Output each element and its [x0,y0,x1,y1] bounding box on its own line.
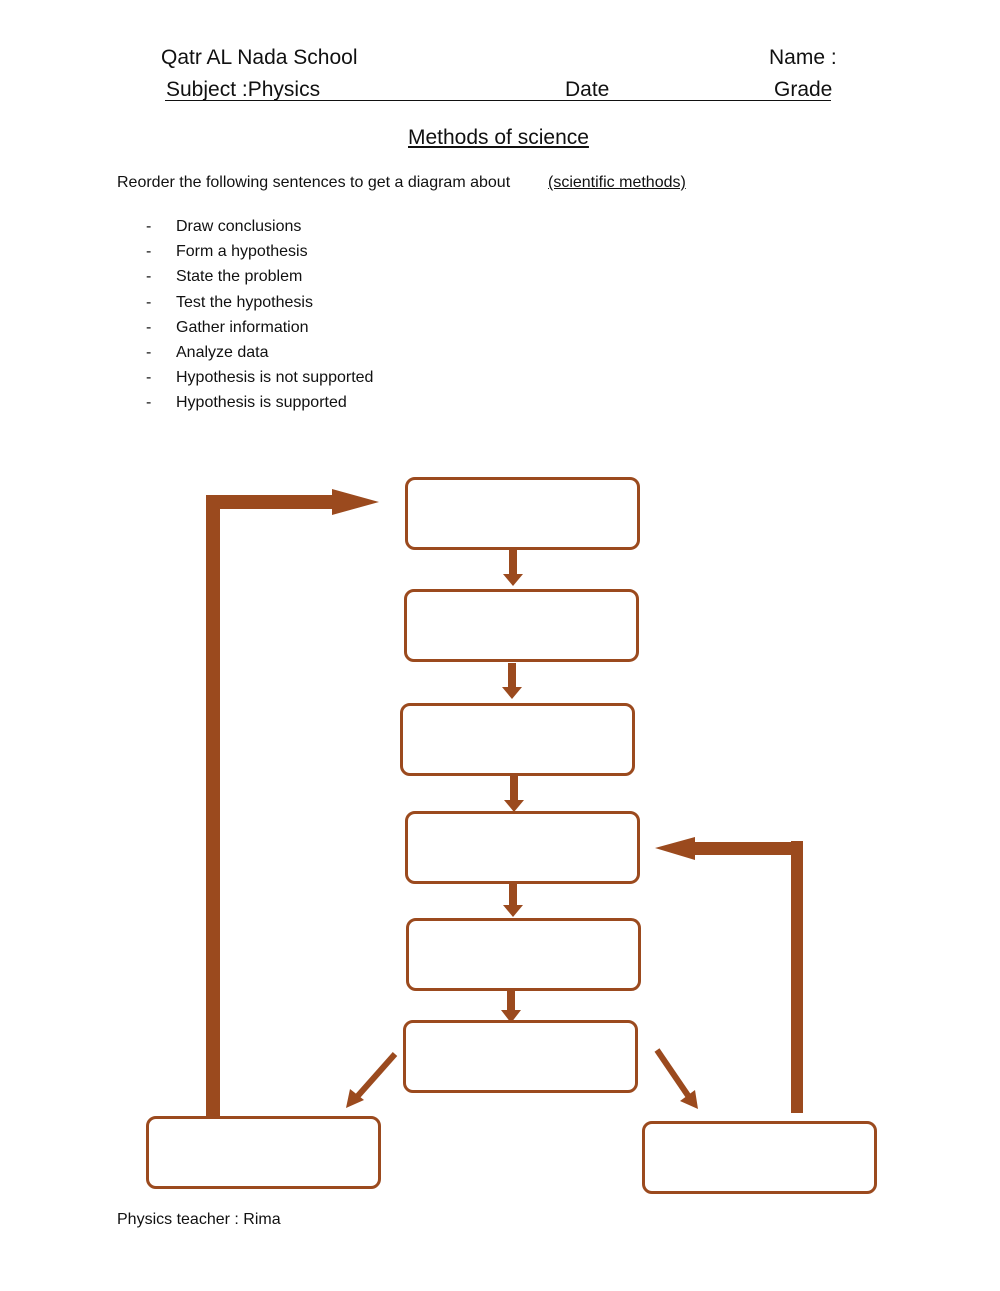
list-item: - Gather information [146,318,309,336]
branch-right-line [657,1050,689,1097]
list-item-text: Form a hypothesis [176,243,308,261]
down-arrow-2 [502,663,522,699]
answer-box-3[interactable] [400,703,635,776]
list-item: - Form a hypothesis [146,243,308,261]
grade-label: Grade [774,78,833,101]
answer-box-4[interactable] [405,811,640,884]
down-arrow-3 [504,776,524,812]
right-loop-arrow [655,837,803,1113]
answer-box-outcome-left[interactable] [146,1116,381,1189]
list-item-text: Draw conclusions [176,218,302,235]
list-item: - Hypothesis is not supported [146,369,374,387]
list-item-text: Analyze data [176,343,269,361]
school-name: Qatr AL Nada School [161,46,358,69]
instruction-text: Reorder the following sentences to get a diagram about [117,174,511,191]
answer-box-1[interactable] [405,477,640,550]
page-title: Methods of science [408,126,589,149]
list-item: - Test the hypothesis [146,293,313,311]
list-item: - Hypothesis is supported [146,394,347,412]
list-item: - Draw conclusions [146,218,302,235]
down-arrow-5 [501,988,521,1023]
instruction-topic: (scientific methods) [548,174,686,191]
teacher-footer: Physics teacher : Rima [117,1211,281,1228]
date-label: Date [565,78,610,101]
list-item-text: Test the hypothesis [176,293,313,311]
list-item-text: Hypothesis is not supported [176,369,374,387]
down-arrow-1 [503,549,523,586]
answer-box-2[interactable] [404,589,639,662]
list-item-text: Hypothesis is supported [176,394,347,412]
answer-box-6[interactable] [403,1020,638,1093]
down-arrow-4 [503,881,523,917]
list-item-text: State the problem [176,268,303,286]
answer-box-5[interactable] [406,918,641,991]
list-item: - Analyze data [146,343,269,361]
name-label: Name : [769,46,837,69]
branch-left-line [356,1054,395,1098]
list-item: - State the problem [146,268,303,286]
subject-label: Subject :Physics [166,78,321,101]
list-item-text: Gather information [176,318,309,336]
left-loop-arrow [206,489,379,1116]
answer-box-outcome-right[interactable] [642,1121,877,1194]
